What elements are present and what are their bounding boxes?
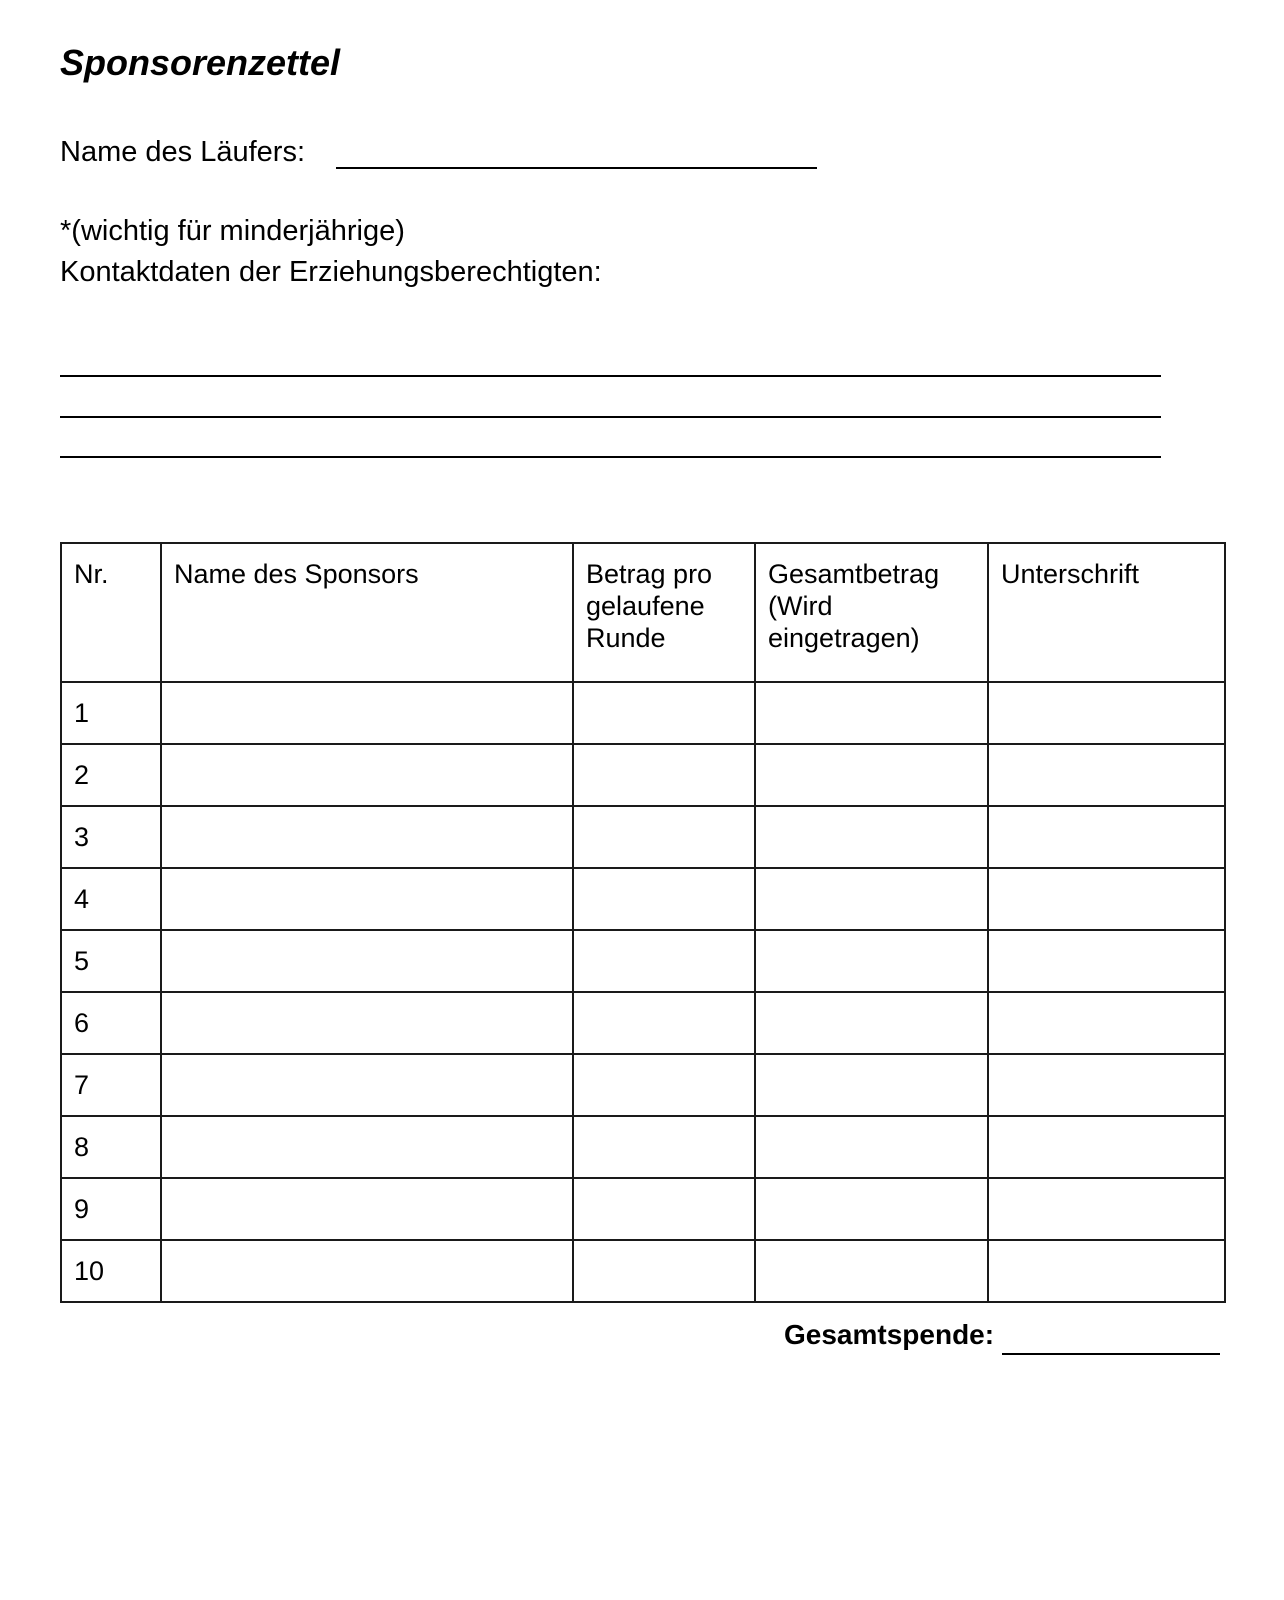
amount-per-lap-cell[interactable]: [573, 1178, 755, 1240]
table-row: [61, 992, 1225, 1054]
header-sponsor-name: Name des Sponsors: [161, 543, 573, 682]
row-number: 1: [61, 682, 161, 744]
total-amount-cell[interactable]: [755, 806, 988, 868]
amount-per-lap-cell[interactable]: [573, 1054, 755, 1116]
total-amount-cell[interactable]: [755, 682, 988, 744]
row-number: 10: [61, 1240, 161, 1302]
row-number: 5: [61, 930, 161, 992]
table-row: [61, 682, 1225, 744]
sponsor-name-cell[interactable]: [161, 868, 573, 930]
table-row: [61, 930, 1225, 992]
sponsor-name-cell[interactable]: [161, 992, 573, 1054]
sponsor-name-cell[interactable]: [161, 1240, 573, 1302]
header-signature: Unterschrift: [988, 543, 1225, 682]
sponsor-name-cell[interactable]: [161, 930, 573, 992]
total-amount-cell[interactable]: [755, 868, 988, 930]
header-nr: Nr.: [61, 543, 161, 682]
header-total-amount: [755, 543, 988, 682]
header-amount-line: Runde: [586, 623, 666, 653]
sponsor-name-cell[interactable]: [161, 682, 573, 744]
signature-cell[interactable]: [988, 930, 1225, 992]
table-row: [61, 1178, 1225, 1240]
total-amount-cell[interactable]: [755, 1054, 988, 1116]
signature-cell[interactable]: [988, 682, 1225, 744]
header-total-line: eingetragen): [768, 623, 920, 653]
amount-per-lap-cell[interactable]: [573, 868, 755, 930]
amount-per-lap-cell[interactable]: [573, 1116, 755, 1178]
signature-cell[interactable]: [988, 744, 1225, 806]
signature-cell[interactable]: [988, 1178, 1225, 1240]
sponsor-name-cell[interactable]: [161, 1054, 573, 1116]
sponsor-name-cell[interactable]: [161, 1116, 573, 1178]
runner-name-label: Name des Läufers:: [60, 136, 306, 168]
row-number: 2: [61, 744, 161, 806]
amount-per-lap-cell[interactable]: [573, 930, 755, 992]
header-amount-per-lap: [573, 543, 755, 682]
amount-per-lap-cell[interactable]: [573, 806, 755, 868]
signature-cell[interactable]: [988, 992, 1225, 1054]
table-row: [61, 868, 1225, 930]
table-header-row: [61, 543, 1225, 682]
signature-cell[interactable]: [988, 868, 1225, 930]
total-amount-cell[interactable]: [755, 1116, 988, 1178]
header-total-line: Gesamtbetrag: [768, 559, 940, 589]
amount-per-lap-cell[interactable]: [573, 1240, 755, 1302]
signature-cell[interactable]: [988, 1054, 1225, 1116]
total-amount-cell[interactable]: [755, 930, 988, 992]
total-amount-cell[interactable]: [755, 744, 988, 806]
runner-name-line[interactable]: [336, 167, 817, 169]
amount-per-lap-cell[interactable]: [573, 992, 755, 1054]
row-number: 7: [61, 1054, 161, 1116]
row-number: 8: [61, 1116, 161, 1178]
guardian-contact-line[interactable]: [60, 416, 1161, 418]
guardian-contact-label: Kontaktdaten der Erziehungsberechtigten:: [60, 256, 602, 288]
total-amount-cell[interactable]: [755, 1178, 988, 1240]
document-title: Sponsorenzettel: [60, 42, 341, 83]
header-amount-line: gelaufene: [586, 591, 705, 621]
row-number: 3: [61, 806, 161, 868]
amount-per-lap-cell[interactable]: [573, 744, 755, 806]
table-row: [61, 744, 1225, 806]
table-row: [61, 1116, 1225, 1178]
total-amount-cell[interactable]: [755, 1240, 988, 1302]
sponsor-name-cell[interactable]: [161, 744, 573, 806]
signature-cell[interactable]: [988, 1240, 1225, 1302]
row-number: 6: [61, 992, 161, 1054]
amount-per-lap-cell[interactable]: [573, 682, 755, 744]
table-row: [61, 1054, 1225, 1116]
table-row: [61, 1240, 1225, 1302]
header-total-line: (Wird: [768, 591, 833, 621]
header-amount-line: Betrag pro: [586, 559, 713, 589]
guardian-contact-line[interactable]: [60, 456, 1161, 458]
sponsor-table: [60, 542, 1226, 1303]
signature-cell[interactable]: [988, 1116, 1225, 1178]
row-number: 4: [61, 868, 161, 930]
minor-note: *(wichtig für minderjährige): [60, 215, 405, 247]
signature-cell[interactable]: [988, 806, 1225, 868]
total-donation-line[interactable]: [1002, 1353, 1220, 1355]
sponsor-name-cell[interactable]: [161, 1178, 573, 1240]
total-amount-cell[interactable]: [755, 992, 988, 1054]
guardian-contact-line[interactable]: [60, 375, 1161, 377]
sponsor-name-cell[interactable]: [161, 806, 573, 868]
row-number: 9: [61, 1178, 161, 1240]
table-row: [61, 806, 1225, 868]
total-donation-label: Gesamtspende:: [784, 1319, 995, 1350]
